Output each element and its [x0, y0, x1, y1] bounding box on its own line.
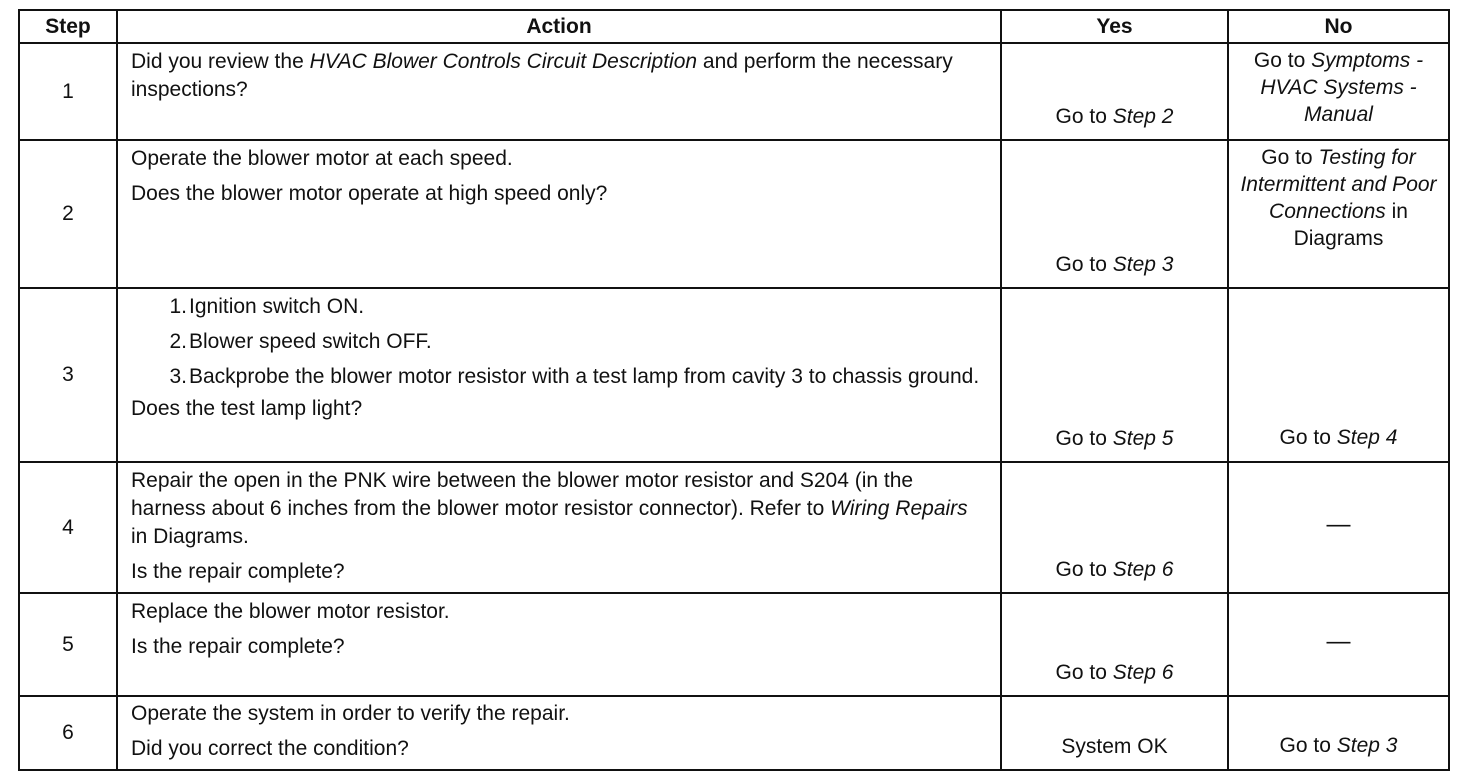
yes-prefix: Go to — [1055, 558, 1113, 581]
list-item — [131, 363, 986, 391]
header-row — [19, 10, 1449, 43]
no-cell — [1228, 593, 1449, 696]
action-question: Did you correct the condition? — [131, 737, 409, 760]
yes-cell — [1001, 593, 1228, 696]
no-dash: — — [1326, 628, 1351, 655]
action-text: and perform the necessary inspections? — [131, 50, 953, 101]
no-link[interactable]: Step 4 — [1336, 426, 1398, 449]
table-row — [19, 43, 1449, 140]
diagnostic-table — [18, 9, 1450, 771]
no-suffix: in Diagrams — [1293, 200, 1408, 250]
no-prefix: Go to — [1253, 49, 1312, 72]
action-text: Replace the blower motor resistor. — [131, 600, 450, 623]
step-number: 5 — [19, 593, 117, 696]
diagnostic-table-container — [18, 9, 1448, 771]
step-number: 4 — [19, 462, 117, 593]
action-text: Operate the blower motor at each speed. — [131, 147, 513, 170]
yes-link[interactable]: Step 5 — [1112, 427, 1174, 450]
no-link[interactable]: Testing for Intermittent and Poor Connections — [1240, 146, 1437, 223]
no-link[interactable]: Step 3 — [1336, 734, 1398, 757]
no-cell — [1228, 696, 1449, 770]
header-step: Step — [19, 10, 117, 43]
action-text: Operate the system in order to verify the repair. — [131, 702, 570, 725]
no-prefix: Go to — [1279, 426, 1337, 449]
yes-link[interactable]: Step 6 — [1112, 661, 1174, 684]
no-dash: — — [1326, 511, 1351, 538]
action-cell — [117, 140, 1001, 288]
item-text: Blower speed switch OFF. — [189, 330, 432, 353]
header-no: No — [1228, 10, 1449, 43]
action-reference: HVAC Blower Controls Circuit Description — [309, 50, 698, 73]
yes-text: System OK — [1061, 735, 1168, 758]
step-number: 2 — [19, 140, 117, 288]
table-row — [19, 593, 1449, 696]
no-prefix: Go to — [1261, 146, 1319, 169]
header-yes: Yes — [1001, 10, 1228, 43]
action-text: Repair the open in the PNK wire between the blower motor resistor and S204 (in the harness about 6 inches from the blower motor resistor connector). Refer to — [131, 469, 914, 520]
action-question: Is the repair complete? — [131, 635, 345, 658]
action-cell — [117, 43, 1001, 140]
item-text: Ignition switch ON. — [189, 295, 365, 318]
yes-cell — [1001, 43, 1228, 140]
action-text: Did you review the — [131, 50, 310, 73]
no-prefix: Go to — [1279, 734, 1337, 757]
no-cell — [1228, 140, 1449, 288]
yes-prefix: Go to — [1055, 661, 1113, 684]
header-action: Action — [117, 10, 1001, 43]
action-cell — [117, 462, 1001, 593]
yes-cell — [1001, 462, 1228, 593]
action-cell — [117, 593, 1001, 696]
action-cell — [117, 288, 1001, 462]
yes-link[interactable]: Step 3 — [1112, 253, 1174, 276]
item-text: Backprobe the blower motor resistor with a test lamp from cavity 3 to chassis ground. — [189, 365, 980, 388]
yes-prefix: Go to — [1055, 427, 1113, 450]
action-cell — [117, 696, 1001, 770]
item-number: 3. — [169, 365, 187, 388]
table-row — [19, 288, 1449, 462]
action-question: Does the test lamp light? — [131, 397, 363, 420]
yes-link[interactable]: Step 6 — [1112, 558, 1174, 581]
table-row — [19, 696, 1449, 770]
action-reference: Wiring Repairs — [830, 497, 968, 520]
action-text: in Diagrams. — [131, 525, 249, 548]
yes-cell — [1001, 696, 1228, 770]
list-item — [131, 328, 986, 356]
step-number: 6 — [19, 696, 117, 770]
step-number: 1 — [19, 43, 117, 140]
table-row — [19, 140, 1449, 288]
yes-prefix: Go to — [1055, 105, 1113, 128]
action-question: Is the repair complete? — [131, 560, 345, 583]
yes-cell — [1001, 288, 1228, 462]
table-row — [19, 462, 1449, 593]
yes-prefix: Go to — [1055, 253, 1113, 276]
yes-cell — [1001, 140, 1228, 288]
action-question: Does the blower motor operate at high speed only? — [131, 182, 608, 205]
no-cell — [1228, 43, 1449, 140]
step-number: 3 — [19, 288, 117, 462]
yes-link[interactable]: Step 2 — [1112, 105, 1174, 128]
procedure-list — [131, 293, 986, 391]
no-cell — [1228, 288, 1449, 462]
item-number: 1. — [169, 295, 187, 318]
no-link[interactable]: Symptoms - HVAC Systems - Manual — [1260, 49, 1424, 126]
item-number: 2. — [169, 330, 187, 353]
list-item — [131, 293, 986, 321]
no-cell — [1228, 462, 1449, 593]
